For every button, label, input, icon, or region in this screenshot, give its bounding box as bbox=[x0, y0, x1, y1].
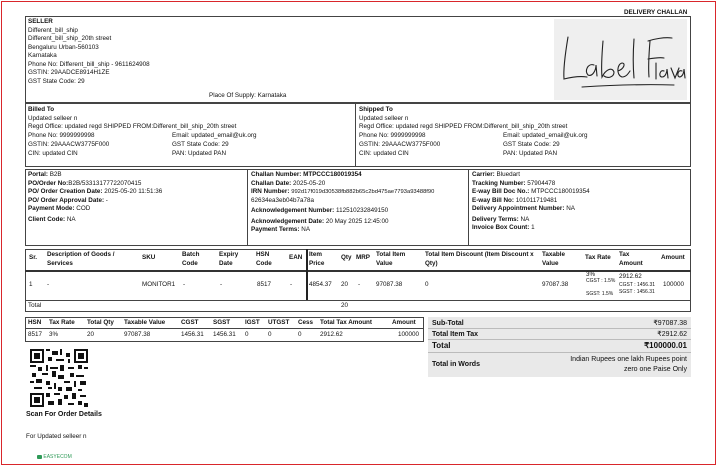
billed-to-cin: CIN: updated CIN bbox=[28, 149, 78, 157]
items-total-label: Total bbox=[28, 302, 42, 309]
billed-to-name: Updated selleer n bbox=[28, 114, 78, 122]
col-discount: Total Item Discount (Item Discount x Qty) bbox=[425, 251, 534, 267]
col-expiry: Expiry Date bbox=[219, 251, 239, 267]
document-title: DELIVERY CHALLAN bbox=[624, 9, 688, 16]
terms-value: NA bbox=[301, 226, 311, 234]
col-amount: Amount bbox=[661, 254, 685, 261]
shipped-to-phone: Phone No: 9999999998 bbox=[359, 131, 426, 139]
shipped-to-email: Email: updated_email@uk.org bbox=[503, 131, 588, 139]
billed-to-heading: Billed To bbox=[28, 106, 55, 113]
seller-name: Different_bill_ship bbox=[28, 26, 78, 34]
terms-label: Payment Terms: bbox=[251, 226, 300, 234]
eway-label: E-way Bill No: bbox=[472, 196, 514, 204]
boxcount-label: Invoice Box Count: bbox=[472, 224, 530, 231]
billed-to-regd: Regd Office: updated regd SHIPPED FROM:Different_bill_ship_20th street bbox=[28, 123, 237, 130]
col-sr: Sr. bbox=[29, 254, 38, 261]
payment-value: COD bbox=[76, 205, 91, 212]
ts-col-amount: Amount bbox=[392, 319, 416, 326]
col-total-value: Total Item Value bbox=[376, 251, 406, 267]
ts-qty: 20 bbox=[87, 331, 95, 338]
ts-hsn: 8517 bbox=[28, 331, 43, 338]
col-tax-amount: Tax Amount bbox=[619, 251, 643, 267]
po-date-value: 2025-05-20 11:51:36 bbox=[104, 188, 163, 195]
appt-label: Delivery Appointment Number: bbox=[472, 205, 565, 212]
seller-details bbox=[28, 18, 150, 86]
dterms-label: Delivery Terms: bbox=[472, 215, 519, 223]
challan-number-value: MTPCCC180019354 bbox=[303, 171, 362, 178]
challan-number-label: Challan Number: bbox=[251, 171, 302, 178]
col-qty: Qty bbox=[341, 254, 352, 261]
ack-date-label: Acknowledgement Date: bbox=[251, 217, 325, 225]
ts-col-hsn: HSN bbox=[28, 319, 42, 326]
billed-to-phone: Phone No: 9999999998 bbox=[28, 131, 95, 139]
row-discount: 0 bbox=[425, 281, 429, 288]
po-label: PO/Order No: bbox=[28, 179, 69, 187]
ts-col-cess: Cess bbox=[298, 319, 314, 326]
challan-date-value: 2025-05-20 bbox=[293, 179, 326, 187]
col-mrp: MRP bbox=[356, 254, 370, 261]
row-mrp: - bbox=[358, 281, 361, 288]
for-signatory: For Updated selleer n bbox=[26, 433, 87, 440]
row-cgst-rate: CGST : 1.5% bbox=[586, 278, 616, 284]
total-value: ₹100000.01 bbox=[644, 341, 687, 350]
payment-label: Payment Mode: bbox=[28, 205, 75, 212]
row-ean: - bbox=[290, 281, 293, 288]
total-label: Total bbox=[432, 341, 451, 350]
qr-code-image bbox=[30, 349, 88, 407]
row-tax-rate: 3% bbox=[586, 271, 596, 278]
place-of-supply: Place Of Supply: Karnataka bbox=[209, 92, 287, 99]
boxcount-value: 1 bbox=[531, 224, 535, 231]
row-desc: - bbox=[47, 281, 50, 288]
seller-address1: Different_bill_ship_20th street bbox=[28, 35, 112, 42]
footer-brand-text: EASYECOM bbox=[43, 454, 72, 460]
shipped-to-gstin: GSTIN: 29AAACW3775F000 bbox=[359, 140, 441, 148]
col-batch: Batch Code bbox=[182, 251, 200, 267]
shipped-to-regd: Regd Office: updated regd SHIPPED FROM:Different_bill_ship_20th street bbox=[359, 123, 568, 130]
col-price: Item Price bbox=[309, 251, 325, 267]
client-label: Client Code: bbox=[28, 215, 66, 223]
portal-value: B2B bbox=[49, 171, 62, 178]
ts-col-igst: IGST bbox=[245, 319, 260, 326]
ts-col-utgst: UTGST bbox=[268, 319, 290, 326]
portal-label: Portal: bbox=[28, 171, 48, 178]
row-sgst-amount: SGST : 1456.31 bbox=[619, 289, 655, 295]
shipped-to-state-code: GST State Code: 29 bbox=[503, 140, 560, 148]
seller-state-code: GST State Code: 29 bbox=[28, 77, 85, 85]
col-hsn: HSN Code bbox=[256, 251, 272, 267]
ack-date-value: 20 May 2025 12:45:00 bbox=[325, 217, 389, 225]
appt-value: NA bbox=[566, 205, 575, 212]
ts-col-cgst: CGST bbox=[181, 319, 199, 326]
words-line2: zero one Paise Only bbox=[623, 366, 687, 373]
dterms-value: NA bbox=[520, 215, 530, 223]
billed-to bbox=[28, 106, 350, 159]
footer-brand bbox=[37, 454, 72, 461]
row-total-value: 97087.38 bbox=[376, 281, 403, 288]
ewaydoc-label: E-way Bill Doc No.: bbox=[472, 188, 530, 195]
row-taxable: 97087.38 bbox=[542, 281, 569, 288]
row-sr: 1 bbox=[29, 281, 33, 288]
challan-date-label: Challan Date: bbox=[251, 179, 292, 187]
tax-summary-header bbox=[0, 319, 430, 328]
col-ean: EAN bbox=[289, 254, 303, 261]
row-hsn: 8517 bbox=[257, 281, 272, 288]
irn-value-cont: 62634ea3eb04b7a78a bbox=[251, 196, 315, 204]
seller-address2: Bengaluru Urban-560103 bbox=[28, 43, 99, 51]
row-qty: 20 bbox=[341, 281, 349, 288]
words-line1: Indian Rupees one lakh Rupees point bbox=[570, 356, 687, 363]
ts-rate: 3% bbox=[49, 331, 59, 338]
ts-col-qty: Total Qty bbox=[87, 319, 114, 326]
po-approval-value: - bbox=[105, 196, 108, 204]
col-tax-rate: Tax Rate bbox=[585, 254, 611, 261]
table-row bbox=[0, 331, 430, 340]
items-total-qty: 20 bbox=[341, 302, 349, 309]
shipped-to-pan: PAN: Updated PAN bbox=[503, 149, 558, 157]
row-sgst-rate: SGST: 1.5% bbox=[586, 291, 614, 297]
ts-col-sgst: SGST bbox=[213, 319, 231, 326]
col-taxable: Taxable Value bbox=[542, 251, 565, 267]
ts-sgst: 1456.31 bbox=[213, 331, 236, 338]
row-sku: MONITOR1 bbox=[142, 281, 176, 288]
irn-label: IRN Number: bbox=[251, 188, 290, 195]
carrier-value: Bluedart bbox=[496, 171, 520, 178]
ts-cess: 0 bbox=[298, 331, 302, 338]
ack-label: Acknowledgement Number: bbox=[251, 207, 335, 215]
ts-taxable: 97087.38 bbox=[124, 331, 151, 338]
words-label: Total in Words bbox=[432, 361, 480, 368]
ts-igst: 0 bbox=[245, 331, 249, 338]
shipped-to bbox=[359, 106, 687, 159]
po-value: B2B/53313177722070415 bbox=[68, 179, 142, 187]
row-expiry: - bbox=[220, 281, 223, 288]
irn-value: 992d17f019d30538fb882b65c2bd475ae7793a93488f90 bbox=[291, 189, 435, 195]
eway-value: 101011719481 bbox=[515, 196, 558, 204]
company-logo bbox=[554, 19, 687, 100]
challan-details bbox=[251, 171, 465, 235]
seller-heading: SELLER bbox=[28, 18, 53, 25]
row-price: 4854.37 bbox=[309, 281, 332, 288]
client-value: NA bbox=[66, 215, 76, 223]
row-batch: - bbox=[183, 281, 186, 288]
billed-to-state-code: GST State Code: 29 bbox=[172, 140, 229, 148]
ts-col-taxable: Taxable Value bbox=[124, 319, 166, 326]
carrier-label: Carrier: bbox=[472, 171, 495, 178]
items-header-row bbox=[0, 251, 717, 271]
table-row bbox=[0, 272, 717, 300]
row-amount: 100000 bbox=[663, 281, 685, 288]
itemtax-label: Total Item Tax bbox=[432, 331, 479, 338]
col-sku: SKU bbox=[142, 254, 156, 261]
ewaydoc-value: MTPCCC180019354 bbox=[531, 188, 590, 195]
billed-to-gstin: GSTIN: 29AAACW3775F000 bbox=[28, 140, 110, 148]
tracking-value: 57904478 bbox=[527, 179, 556, 187]
po-approval-label: PO/ Order Approval Date: bbox=[28, 196, 105, 204]
tracking-label: Tracking Number: bbox=[472, 179, 526, 187]
carrier-details bbox=[472, 171, 590, 233]
items-total-row bbox=[0, 301, 717, 312]
ack-value: 112510232849150 bbox=[336, 207, 389, 215]
itemtax-value: ₹2912.62 bbox=[657, 331, 687, 338]
ts-total-tax: 2912.62 bbox=[320, 331, 343, 338]
billed-to-pan: PAN: Updated PAN bbox=[172, 149, 227, 157]
subtotal-label: Sub-Total bbox=[432, 320, 464, 327]
billed-to-email: Email: updated_email@uk.org bbox=[172, 131, 257, 139]
ts-amount: 100000 bbox=[398, 331, 420, 338]
ts-col-total-tax: Total Tax Amount bbox=[320, 319, 373, 326]
subtotal-value: ₹97087.38 bbox=[653, 320, 687, 327]
logo-script-image bbox=[554, 19, 687, 100]
seller-state: Karnataka bbox=[28, 52, 57, 59]
row-tax-amount: 2912.62 bbox=[619, 273, 642, 280]
ts-cgst: 1456.31 bbox=[181, 331, 204, 338]
easyecom-logo-icon bbox=[37, 455, 42, 459]
shipped-to-name: Updated selleer n bbox=[359, 114, 409, 122]
shipped-to-cin: CIN: updated CIN bbox=[359, 149, 409, 157]
shipped-to-heading: Shipped To bbox=[359, 106, 393, 113]
col-desc: Description of Goods / Services bbox=[47, 251, 115, 267]
order-details bbox=[28, 171, 162, 224]
ts-col-rate: Tax Rate bbox=[49, 319, 75, 326]
po-date-label: PO/ Order Creation Date: bbox=[28, 188, 103, 195]
seller-gstin: GSTIN: 29AADCE8914H1ZE bbox=[28, 69, 110, 76]
seller-phone: Phone No: Different_bill_ship - 9611624908 bbox=[28, 60, 150, 68]
qr-caption: Scan For Order Details bbox=[26, 411, 102, 418]
row-cgst-amount: CGST : 1456.31 bbox=[619, 282, 656, 288]
ts-utgst: 0 bbox=[268, 331, 272, 338]
